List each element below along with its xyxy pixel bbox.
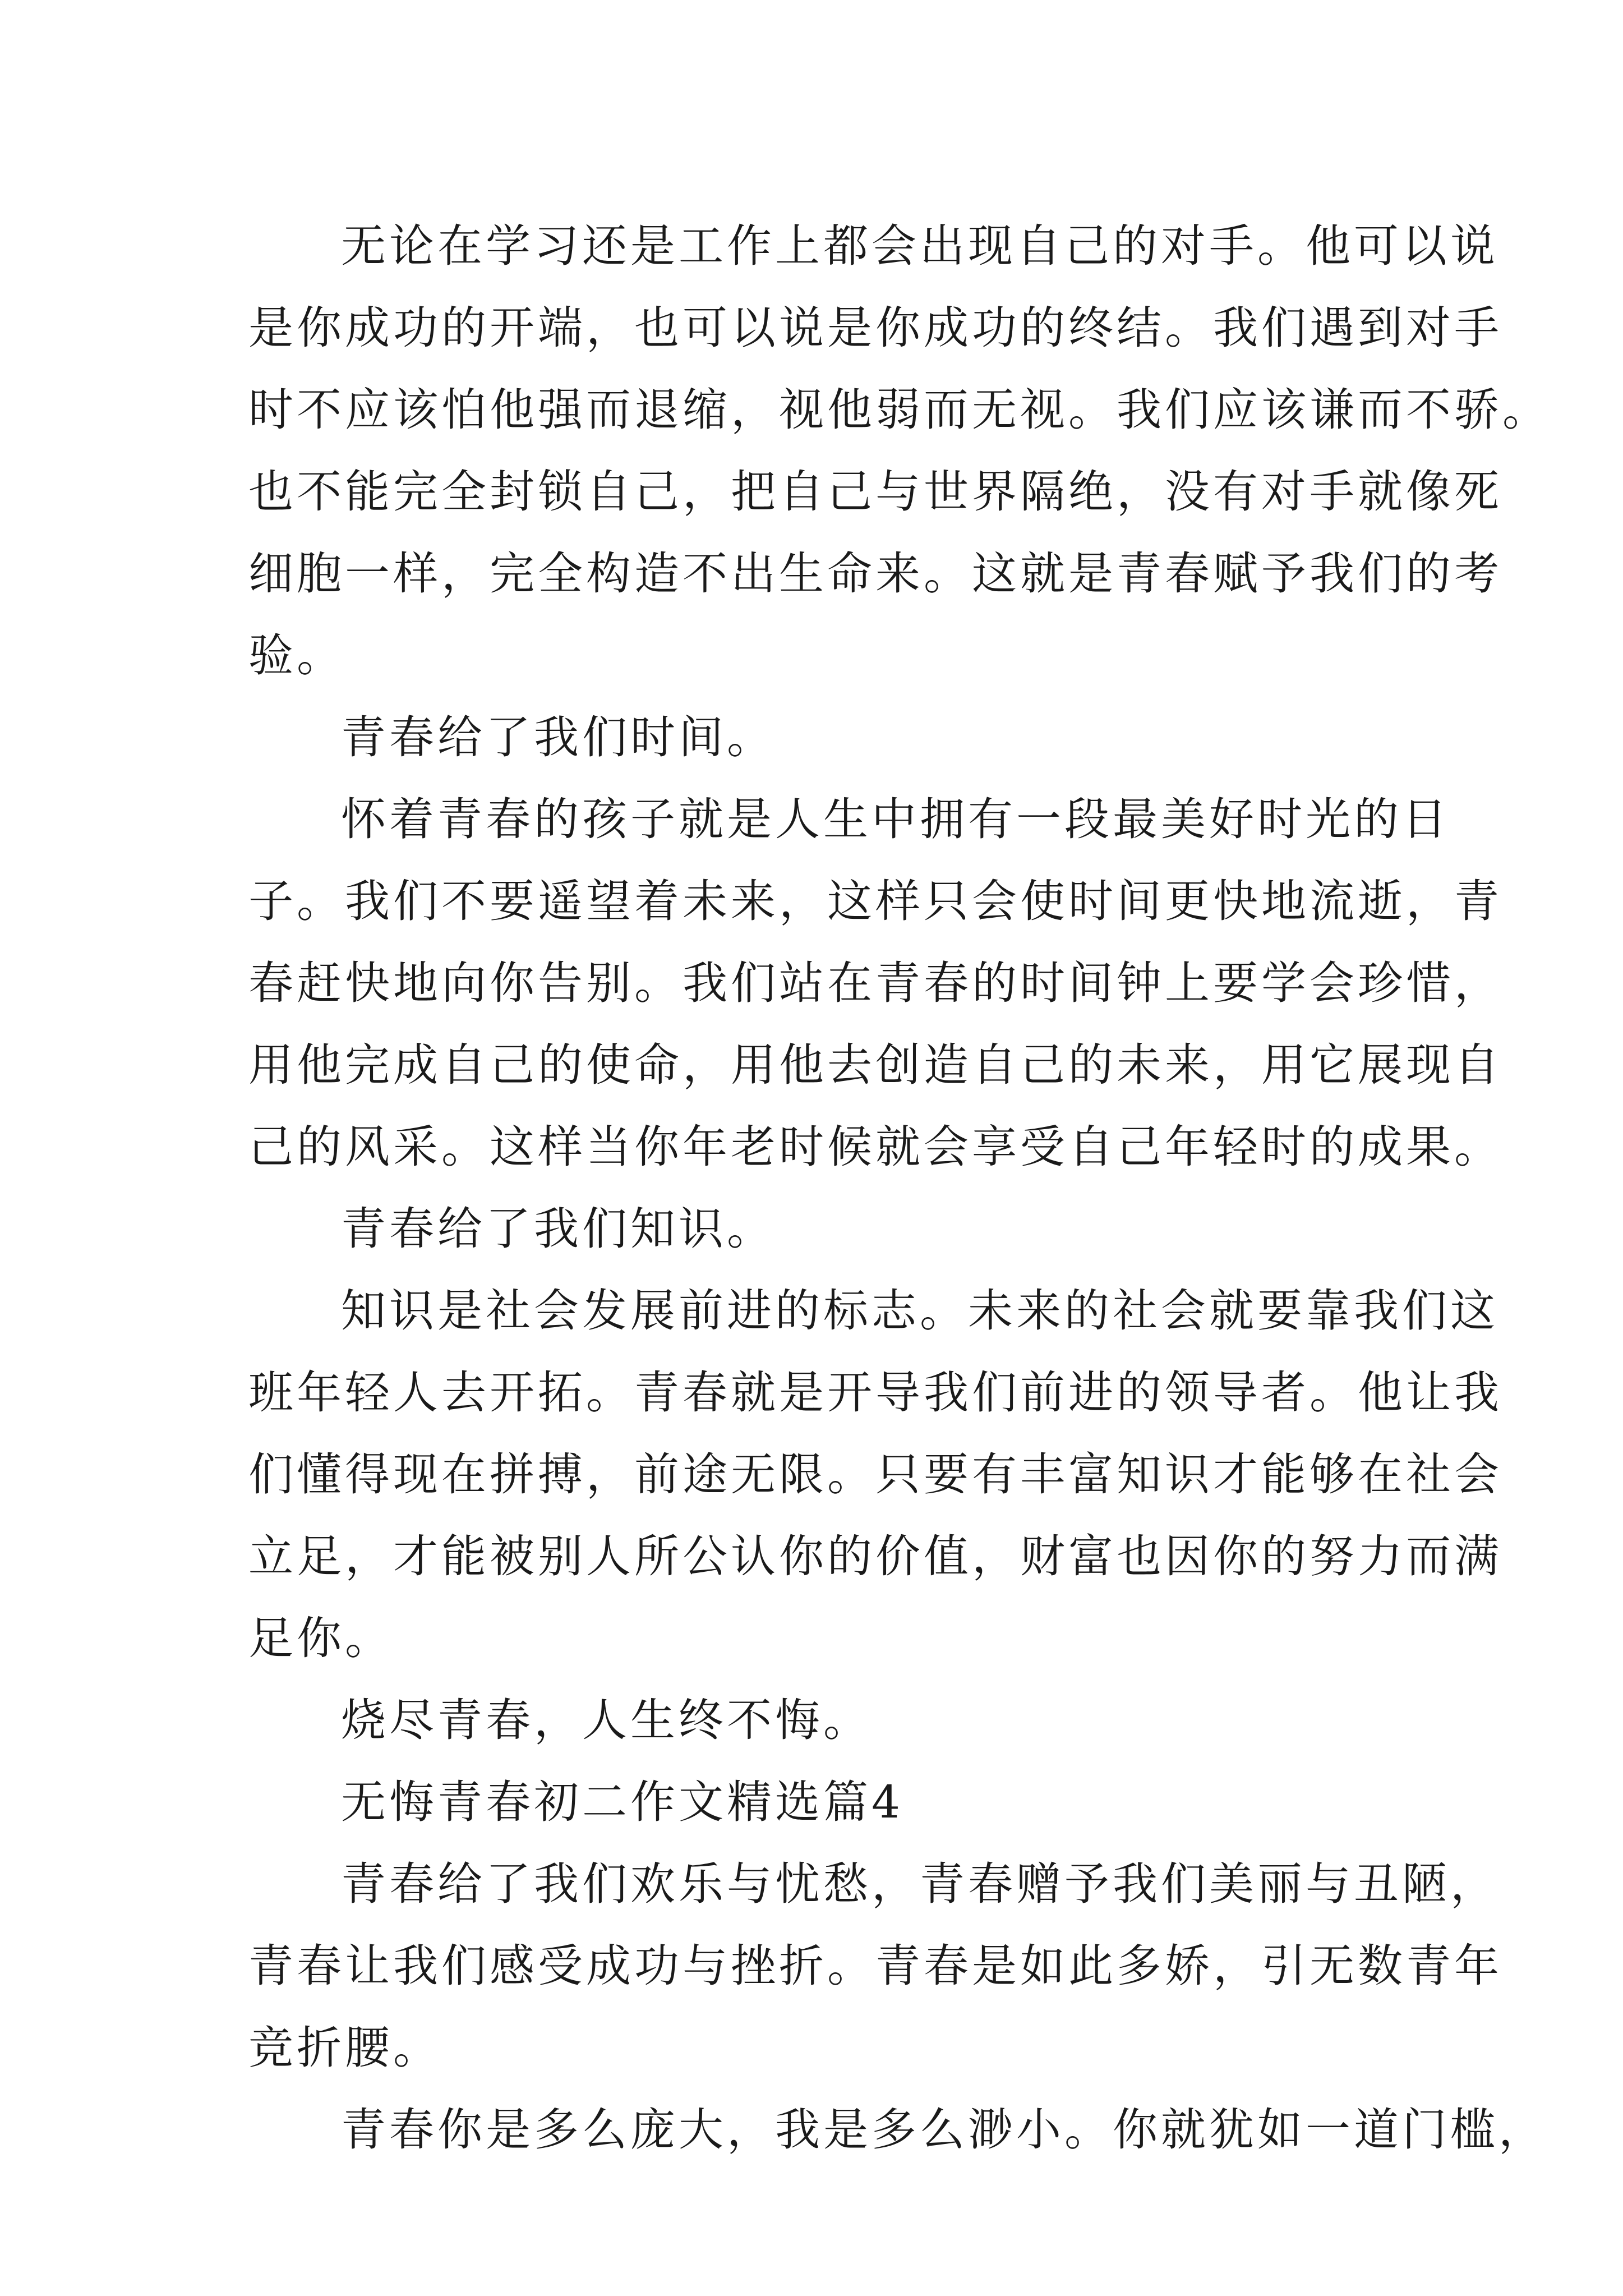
- text-line: 立足，才能被别人所公认你的价值，财富也因你的努力而满: [248, 1530, 1502, 1582]
- text-line: 青春给了我们欢乐与忧愁，青春赠予我们美丽与丑陋，: [341, 1858, 1498, 1910]
- paragraph: [248, 779, 1502, 1188]
- text-line: 知识是社会发展前进的标志。未来的社会就要靠我们这: [341, 1285, 1498, 1337]
- text-line: 是你成功的开端，也可以说是你成功的终结。我们遇到对手: [248, 302, 1502, 354]
- paragraph: [248, 1188, 1393, 1270]
- paragraph: [248, 2089, 1547, 2171]
- text-line: 足你。: [248, 1612, 393, 1664]
- text-line: 烧尽青春，人生终不悔。: [341, 1694, 872, 1746]
- text-line: 春赶快地向你告别。我们站在青春的时间钟上要学会珍惜，: [248, 957, 1502, 1009]
- text-line: 班年轻人去开拓。青春就是开导我们前进的领导者。他让我: [248, 1366, 1502, 1419]
- body-text: [248, 205, 1551, 2171]
- section-heading: [248, 1761, 1393, 1843]
- paragraph: [248, 1680, 1393, 1761]
- text-line: 无悔青春初二作文精选篇4: [341, 1776, 903, 1828]
- text-line: 青春你是多么庞大，我是多么渺小。你就犹如一道门槛，: [341, 2104, 1547, 2156]
- paragraph: [248, 1270, 1502, 1680]
- paragraph: [248, 697, 1393, 779]
- text-line: 用他完成自己的使命，用他去创造自己的未来，用它展现自: [248, 1039, 1502, 1091]
- text-line: 青春让我们感受成功与挫折。青春是如此多娇，引无数青年: [248, 1940, 1502, 1992]
- text-line: 青春给了我们知识。: [341, 1203, 775, 1255]
- text-line: 细胞一样，完全构造不出生命来。这就是青春赋予我们的考: [248, 547, 1502, 600]
- text-line: 子。我们不要遥望着未来，这样只会使时间更快地流逝，青: [248, 875, 1502, 927]
- text-line: 验。: [248, 629, 345, 682]
- text-line: 怀着青春的孩子就是人生中拥有一段最美好时光的日: [341, 793, 1450, 845]
- text-line: 己的风采。这样当你年老时候就会享受自己年轻时的成果。: [248, 1121, 1502, 1173]
- text-line: 时不应该怕他强而退缩，视他弱而无视。我们应该谦而不骄。: [248, 384, 1551, 436]
- paragraph: [248, 205, 1551, 697]
- paragraph: [248, 1843, 1502, 2089]
- text-line: 也不能完全封锁自己，把自己与世界隔绝，没有对手就像死: [248, 466, 1502, 518]
- text-line: 竞折腰。: [248, 2022, 441, 2074]
- text-line: 们懂得现在拼搏，前途无限。只要有丰富知识才能够在社会: [248, 1448, 1502, 1501]
- text-line: 无论在学习还是工作上都会出现自己的对手。他可以说: [341, 220, 1498, 272]
- text-line: 青春给了我们时间。: [341, 711, 775, 763]
